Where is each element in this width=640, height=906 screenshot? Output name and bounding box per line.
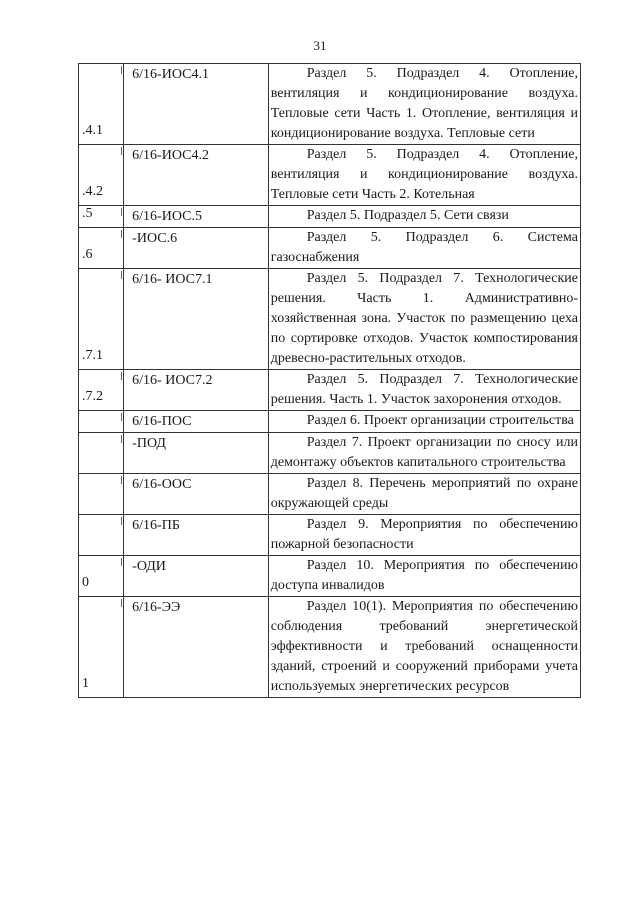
row-number: .4.1 — [82, 123, 103, 138]
document-code: 6/16-ИОС4.1 — [132, 67, 209, 82]
table-row — [79, 145, 581, 206]
table-row — [79, 556, 581, 597]
table-row — [79, 474, 581, 515]
section-title: Раздел 5. Подраздел 4. Отопление, вентиляция и кондиционирование воздуха. Тепловые сети Часть 2. Котельная — [270, 147, 578, 202]
row-number-cell — [79, 556, 124, 597]
section-title: Раздел 5. Подраздел 7. Технологические решения. Часть 1. Участок захоронения отходов. — [270, 372, 578, 407]
document-code: -ИОС.6 — [132, 231, 178, 246]
row-number-cell — [79, 206, 124, 228]
document-code: 6/16-ПБ — [132, 518, 180, 533]
document-code: 6/16-ООС — [132, 477, 192, 492]
cell-tick-mark — [121, 435, 122, 443]
row-number-cell — [79, 64, 124, 145]
document-code-cell — [124, 370, 269, 411]
table-row — [79, 597, 581, 698]
section-title: Раздел 8. Перечень мероприятий по охране окружающей среды — [270, 476, 578, 511]
section-title-cell — [268, 269, 580, 370]
table-row — [79, 411, 581, 433]
row-number-cell — [79, 597, 124, 698]
section-title: Раздел 5. Подраздел 4. Отопление, вентиляция и кондиционирование воздуха. Тепловые сети Часть 1. Отопление, вентиляция и кондиционирование воздуха. Тепловые сети — [270, 66, 578, 141]
cell-tick-mark — [121, 271, 122, 279]
document-code: -ПОД — [132, 436, 166, 451]
section-title-cell — [268, 556, 580, 597]
section-title-cell — [268, 228, 580, 269]
section-title: Раздел 10(1). Мероприятия по обеспечению соблюдения требований энергетической эффективности и требований оснащенности зданий, строений и сооружений приборами учета используемых энергетических ресурсов — [270, 599, 578, 694]
table-row — [79, 515, 581, 556]
document-code: -ОДИ — [132, 559, 166, 574]
row-number: .7.2 — [82, 389, 103, 404]
section-title: Раздел 5. Подраздел 6. Система газоснабжения — [270, 230, 578, 265]
section-title: Раздел 5. Подраздел 5. Сети связи — [306, 208, 509, 223]
table-row — [79, 269, 581, 370]
cell-tick-mark — [121, 372, 122, 380]
row-number-cell — [79, 411, 124, 433]
row-number: .6 — [82, 247, 93, 262]
section-title-cell — [268, 370, 580, 411]
table-row — [79, 206, 581, 228]
table-row — [79, 228, 581, 269]
documents-table — [78, 63, 581, 698]
row-number-cell — [79, 145, 124, 206]
cell-tick-mark — [121, 413, 122, 421]
cell-tick-mark — [121, 517, 122, 525]
table-row — [79, 433, 581, 474]
row-number: .7.1 — [82, 348, 103, 363]
section-title-cell — [268, 145, 580, 206]
cell-tick-mark — [121, 208, 122, 216]
section-title-cell — [268, 206, 580, 228]
document-code-cell — [124, 433, 269, 474]
row-number-cell — [79, 370, 124, 411]
row-number: .5 — [82, 206, 93, 221]
document-code: 6/16-ЭЭ — [132, 600, 181, 615]
table-body — [79, 64, 581, 698]
section-title: Раздел 5. Подраздел 7. Технологические решения. Часть 1. Административно-хозяйственная зона. Участок по размещению цеха по сортировке отходов. Участок компостирования древесно-растительных отходов. — [270, 271, 578, 366]
document-code-cell — [124, 64, 269, 145]
row-number: .4.2 — [82, 184, 103, 199]
cell-tick-mark — [121, 599, 122, 607]
document-code: 6/16- ИОС7.2 — [132, 373, 213, 388]
section-title: Раздел 10. Мероприятия по обеспечению доступа инвалидов — [270, 558, 578, 593]
cell-tick-mark — [121, 147, 122, 155]
row-number: 0 — [82, 575, 89, 590]
document-code-cell — [124, 515, 269, 556]
document-code: 6/16- ИОС7.1 — [132, 272, 213, 287]
section-title: Раздел 6. Проект организации строительства — [306, 413, 574, 428]
section-title-cell — [268, 597, 580, 698]
row-number-cell — [79, 228, 124, 269]
row-number-cell — [79, 433, 124, 474]
row-number-cell — [79, 474, 124, 515]
document-code-cell — [124, 269, 269, 370]
document-code: 6/16-ИОС.5 — [132, 209, 202, 224]
table-row — [79, 370, 581, 411]
page-number: 31 — [313, 38, 327, 53]
section-title: Раздел 7. Проект организации по сносу или демонтажу объектов капитального строительства — [270, 435, 578, 470]
table-row — [79, 64, 581, 145]
document-code-cell — [124, 597, 269, 698]
cell-tick-mark — [121, 66, 122, 74]
row-number: 1 — [82, 676, 89, 691]
document-code-cell — [124, 474, 269, 515]
cell-tick-mark — [121, 558, 122, 566]
row-number-cell — [79, 515, 124, 556]
section-title-cell — [268, 411, 580, 433]
document-code-cell — [124, 145, 269, 206]
section-title-cell — [268, 433, 580, 474]
section-title: Раздел 9. Мероприятия по обеспечению пожарной безопасности — [270, 517, 578, 552]
section-title-cell — [268, 515, 580, 556]
document-code: 6/16-ИОС4.2 — [132, 148, 209, 163]
section-title-cell — [268, 474, 580, 515]
document-code: 6/16-ПОС — [132, 414, 192, 429]
document-code-cell — [124, 556, 269, 597]
cell-tick-mark — [121, 476, 122, 484]
row-number-cell — [79, 269, 124, 370]
document-code-cell — [124, 206, 269, 228]
cell-tick-mark — [121, 230, 122, 238]
section-title-cell — [268, 64, 580, 145]
document-code-cell — [124, 411, 269, 433]
document-code-cell — [124, 228, 269, 269]
